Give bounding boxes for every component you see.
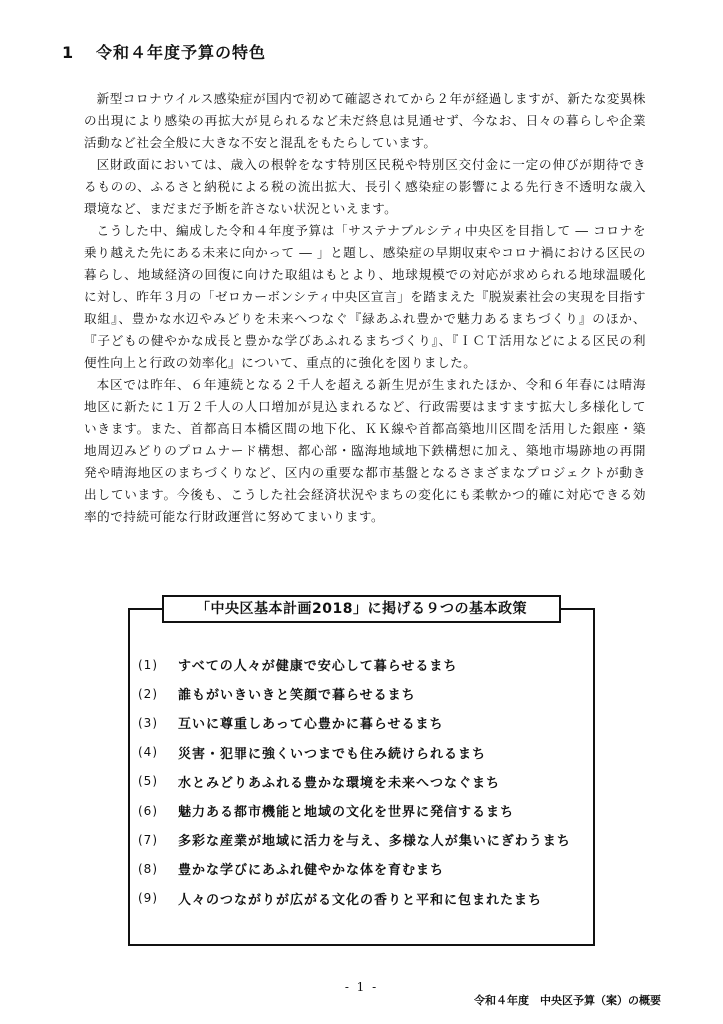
policy-number: (8) — [138, 861, 158, 876]
policy-number: (5) — [138, 774, 158, 789]
policy-item — [138, 708, 571, 737]
policy-item — [138, 679, 571, 708]
policy-text: 人々のつながりが広がる文化の香りと平和に包まれたまち — [178, 892, 543, 908]
policy-text: 豊かな学びにあふれ健やかな体を育むまち — [178, 863, 445, 879]
basic-policies-box — [128, 601, 595, 946]
policy-item — [138, 650, 571, 679]
paragraph: 本区では昨年、６年連続となる２千人を超える新生児が生まれたほか、令和６年春には晴海地区に新たに１万２千人の人口増加が見込まれるなど、行政需要はますます拡大し多様化していきます。また、首都高日本橋区間の地下化、ＫＫ線や首都高築地川区間を活用した銀座・築地周辺みどりのプロムナード構想、都心部・臨海地域地下鉄構想に加え、築地市場跡地の再開発や晴海地区のまちづくりなど、区内の重要な都市基盤となるさまざまなプロジェクトが動き出しています。今後も、こうした社会経済状況やまちの変化にも柔軟かつ的確に対応できる効率的で持続可能な行財政運営に努めてまいります。 — [84, 377, 646, 524]
section-number: 1 — [62, 43, 75, 62]
policy-text: 魅力ある都市機能と地域の文化を世界に発信するまち — [178, 805, 515, 821]
page-number: - 1 - — [344, 980, 379, 994]
policy-text: 災害・犯罪に強くいつまでも住み続けられるまち — [178, 746, 487, 762]
policy-item — [138, 796, 571, 825]
policy-text: 誰もがいきいきと笑顔で暮らせるまち — [178, 688, 416, 704]
document-footer: 令和４年度 中央区予算（案）の概要 — [474, 994, 661, 1007]
policy-text: 互いに尊重しあって心豊かに暮らせるまち — [178, 717, 444, 733]
policy-text: 多彩な産業が地域に活力を与え、多様な人が集いにぎわうまち — [178, 834, 571, 850]
policy-text: すべての人々が健康で安心して暮らせるまち — [178, 659, 458, 675]
policy-item — [138, 884, 571, 913]
policy-number: (4) — [138, 745, 158, 760]
basic-policies-list — [138, 650, 571, 913]
policy-item — [138, 854, 571, 883]
body-text — [84, 88, 646, 528]
basic-policies-title: 「中央区基本計画2018」に掲げる９つの基本政策 — [162, 595, 561, 623]
policy-text: 水とみどりあふれる豊かな環境を未来へつなぐまち — [178, 775, 501, 791]
policy-number: (1) — [138, 657, 158, 672]
paragraph: こうした中、編成した令和４年度予算は「サステナブルシティ中央区を目指して ― コロナを乗り越えた先にある未来に向かって ― 」と題し、感染症の早期収束やコロナ禍における区民の暮らし、地域経済の回復に向けた取組はもとより、地球規模での対応が求められる地球温暖化に対し、昨年３月の「ゼロカーボンシティ中央区宣言」を踏まえた『脱炭素社会の実現を目指す取組』、豊かな水辺やみどりを未来へつなぐ『緑あふれ豊かで魅力あるまちづくり』のほか、『子どもの健やかな成長と豊かな学びあふれるまちづくり』、『ＩＣＴ活用などによる区民の利便性向上と行政の効率化』について、重点的に強化を図りました。 — [84, 223, 646, 370]
policy-number: (3) — [138, 715, 158, 730]
policy-item — [138, 767, 571, 796]
section-title-text: 令和４年度予算の特色 — [96, 43, 267, 62]
section-title — [62, 40, 266, 63]
policy-item — [138, 738, 571, 767]
policy-number: (7) — [138, 832, 158, 847]
policy-number: (9) — [138, 891, 158, 906]
policy-item — [138, 825, 571, 854]
policy-number: (2) — [138, 686, 158, 701]
policy-number: (6) — [138, 803, 158, 818]
paragraph: 新型コロナウイルス感染症が国内で初めて確認されてから２年が経過しますが、新たな変異株の出現により感染の再拡大が見られるなど未だ終息は見通せず、今なお、日々の暮らしや企業活動など社会全般に大きな不安と混乱をもたらしています。 — [84, 91, 646, 150]
paragraph: 区財政面においては、歳入の根幹をなす特別区民税や特別区交付金に一定の伸びが期待できるものの、ふるさと納税による税の流出拡大、長引く感染症の影響による先行き不透明な歳入環境など、まだまだ予断を許さない状況といえます。 — [84, 157, 646, 216]
